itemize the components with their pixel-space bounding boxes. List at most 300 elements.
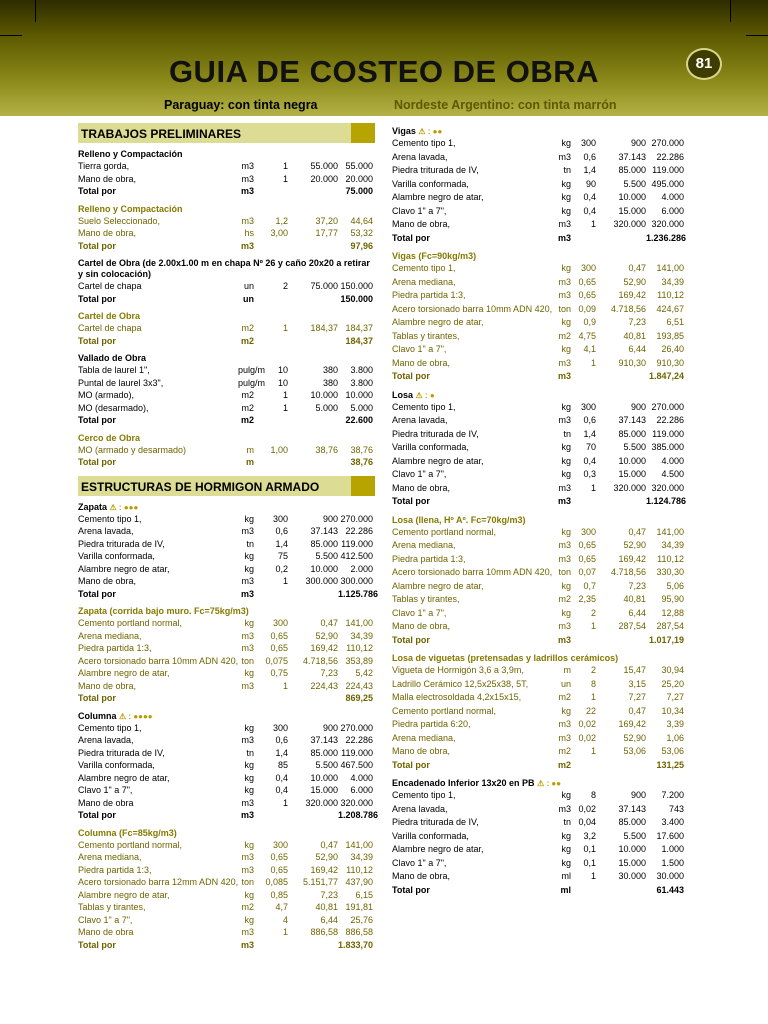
total-item-desc: Total por [78,186,116,196]
item-total: 1,06 [666,732,684,743]
item-total: 910,30 [656,357,684,368]
item-unit: m3 [241,215,254,226]
table-row [392,789,692,803]
item-desc: Alambre negro de atar, [78,668,170,678]
total-item-total: 75.000 [345,186,373,196]
total-row [392,759,692,773]
total-row [392,232,692,246]
total-item-unit: m3 [557,496,571,506]
difficulty-icon: ⚠ : ●●●● [119,711,153,721]
total-item-unit: m3 [240,186,254,196]
item-price: 5.500 [623,830,646,841]
total-item-total: 1.124.786 [646,496,687,506]
item-desc: Arena lavada, [392,151,448,162]
total-item-qty [571,884,596,898]
total-item-price [596,634,646,648]
table-row [392,151,692,165]
section-accent-square [351,123,375,143]
table-row [392,414,692,428]
item-total: 7,27 [666,692,684,702]
item-price: 224,43 [310,680,338,691]
total-item-qty [254,588,288,601]
item-unit: tn [563,165,571,175]
item-price: 52,90 [315,630,338,641]
item-price: 15.000 [618,469,646,479]
total-item-price [288,185,338,198]
item-price: 52,90 [623,276,646,287]
item-qty: 0,02 [578,719,596,729]
item-unit: m3 [558,219,571,229]
total-item-total: 1.017,19 [648,634,684,645]
total-item-price [596,884,646,898]
item-qty: 4,7 [275,902,288,912]
item-unit: m2 [241,323,254,333]
crop-mark [0,35,22,36]
item-desc: Mano de obra, [392,357,451,368]
total-row [78,692,375,705]
item-price: 169,42 [310,864,338,875]
item-price: 10.000 [618,844,646,854]
item-price: 4.718,56 [610,567,646,577]
item-desc: Piedra partida 6:20, [392,719,471,729]
total-item-qty [571,232,596,246]
total-row [392,884,692,898]
table-row [78,173,375,186]
item-desc: Mano de obra, [392,482,451,493]
item-price: 20.000 [310,173,338,184]
total-item-unit: m3 [240,240,254,251]
item-total: 4.000 [350,772,373,783]
item-desc: Mano de obra, [78,173,137,184]
item-total: 30.000 [656,871,684,881]
item-desc: Malla electrosoldada 4,2x15x15, [392,692,522,702]
item-unit: un [560,678,571,689]
item-unit: m [563,665,571,675]
group-title-text: Losa de viguetas (pretensadas y ladrillos cerámicos) [392,653,619,663]
table-row [392,482,692,496]
group-title [78,149,375,160]
total-item-total: 1.847,24 [648,371,684,381]
item-qty: 1 [590,871,596,881]
item-unit: m3 [241,643,254,653]
item-price: 7,23 [320,668,338,678]
total-item-unit: m2 [240,415,254,425]
spacer [78,469,375,473]
item-desc: Tablas y tirantes, [392,594,460,604]
item-desc: Tierra gorda, [78,161,130,171]
item-total: 38,76 [350,444,373,455]
total-item-price [288,456,338,469]
item-total: 110,12 [346,864,373,875]
item-desc: Cemento portland normal, [78,839,183,850]
group-title-text: Zapata (corrida bajo muro. Fc=75kg/m3) [78,606,249,616]
item-total: 320.000 [651,482,684,493]
item-total: 5,42 [355,668,373,678]
table-row [392,678,692,692]
table-row [78,364,375,377]
item-total: 886,58 [345,927,373,937]
table-row [392,164,692,178]
total-item-price [288,293,338,306]
item-desc: Varilla conformada, [78,760,155,770]
item-total: 5.000 [350,402,373,413]
item-total: 12,88 [661,607,684,618]
table-row [392,526,692,540]
item-desc: Piedra partida 1:3, [78,643,152,653]
item-unit: tn [246,538,254,549]
total-item-price [288,335,338,348]
item-qty: 300 [580,526,596,537]
group-title-text: Vigas (Fc=90kg/m3) [392,251,477,261]
item-total: 3.400 [661,817,684,827]
total-item-desc: Total por [78,335,116,346]
item-total: 44,64 [350,215,373,226]
item-price: 900 [630,138,646,148]
item-desc: Varilla conformada, [392,178,469,189]
item-unit: kg [561,705,571,716]
table-row [392,289,692,303]
item-price: 4.718,56 [610,303,646,314]
item-unit: m3 [241,173,254,184]
table-row [78,722,375,735]
total-item-total: 38,76 [350,457,373,467]
table-row [392,816,692,830]
item-desc: Clavo 1" a 7", [78,914,133,925]
item-qty: 2 [590,607,596,618]
item-unit: ton [241,655,254,666]
section-title: ESTRUCTURAS DE HORMIGON ARMADO [81,479,320,494]
total-item-total: 1.125.786 [338,588,379,599]
item-price: 5.151,77 [302,877,338,887]
item-total: 437,90 [345,877,373,887]
table-row [78,784,375,797]
item-unit: m3 [241,630,254,641]
total-row [392,495,692,509]
item-total: 320.000 [340,797,373,808]
group-title-text: Columna (Fc=85kg/m3) [78,827,177,838]
item-price: 40,81 [623,594,646,604]
item-price: 0,47 [320,839,338,850]
item-total: 353,89 [345,655,373,666]
group-title-text: Vigas [392,126,416,136]
item-qty: 3,00 [270,228,288,238]
item-desc: MO (desarmado), [78,402,149,413]
total-item-total: 22.600 [345,415,373,425]
item-total: 3.800 [350,365,373,375]
left-subtitle: Paraguay: con tinta negra [164,98,318,112]
total-item-price [288,692,338,705]
item-desc: Mano de obra, [392,871,451,881]
item-qty: 3,2 [583,830,596,841]
item-qty: 1 [282,161,288,171]
item-qty: 2 [282,281,288,291]
item-qty: 0,65 [270,852,288,862]
item-qty: 4,1 [583,344,596,354]
item-qty: 10 [277,365,288,375]
group-title [78,258,375,280]
item-price: 55.000 [310,161,338,171]
cost-group [392,390,692,509]
item-price: 0,47 [628,263,646,273]
item-qty: 0,4 [583,455,596,466]
item-desc: Clavo 1" a 7", [78,785,133,795]
table-row [392,607,692,621]
item-price: 15.000 [618,857,646,868]
item-price: 5.000 [315,402,338,413]
item-qty: 1,00 [270,444,288,455]
item-price: 37,20 [315,215,338,226]
item-total: 193,85 [656,330,684,341]
item-price: 900 [322,722,338,733]
table-row [392,357,692,371]
table-row [392,705,692,719]
item-qty: 1,4 [583,165,596,175]
table-row [78,680,375,693]
item-desc: Cemento tipo 1, [392,138,456,148]
total-item-desc: Total por [78,588,116,599]
total-row [78,335,375,348]
item-price: 6,44 [628,344,646,354]
item-desc: Cemento portland normal, [392,705,497,716]
total-item-unit: m3 [240,810,254,820]
table-row [78,747,375,760]
group-title-text: Encadenado Inferior 13x20 en PB [392,778,535,788]
item-unit: hs [244,228,254,238]
item-qty: 0,85 [270,889,288,900]
item-qty: 2 [590,665,596,675]
item-desc: Alambre negro de atar, [392,844,484,854]
item-desc: Arena lavada, [392,803,448,814]
table-row [78,851,375,864]
item-desc: Acero torsionado barra 10mm ADN 420, [392,303,553,314]
table-row [78,759,375,772]
cost-group [392,126,692,245]
total-item-total: 1.208.786 [338,810,379,820]
item-desc: Arena mediana, [392,540,456,550]
item-qty: 4 [282,914,288,925]
table-row [392,276,692,290]
table-row [78,550,375,563]
table-row [78,667,375,680]
item-unit: kg [561,526,571,537]
left-column [78,120,379,955]
item-desc: MO (armado y desarmado) [78,444,187,455]
item-unit: m3 [241,680,254,691]
group-title [78,204,375,215]
table-row [78,402,375,415]
item-total: 20.000 [345,173,373,184]
item-unit: m3 [558,151,571,162]
group-title [78,828,375,839]
item-unit: kg [244,760,254,770]
item-total: 7.200 [661,790,684,800]
item-price: 900 [630,790,646,800]
item-unit: kg [244,722,254,733]
item-unit: kg [561,607,571,618]
item-unit: kg [561,442,571,452]
item-price: 53,06 [623,746,646,756]
item-price: 85.000 [310,538,338,549]
item-total: 320.000 [651,219,684,229]
item-qty: 1,4 [583,428,596,439]
total-item-unit: m [245,457,254,467]
table-row [78,575,375,588]
item-qty: 0,9 [583,317,596,327]
total-item-desc: Total por [392,884,430,895]
item-qty: 1 [282,173,288,184]
item-desc: Varilla conformada, [78,551,155,561]
item-total: 1.000 [661,844,684,854]
cost-group [392,515,692,648]
total-item-qty [254,240,288,253]
item-desc: Clavo 1" a 7", [392,205,447,216]
item-qty: 90 [585,178,596,189]
total-item-price [596,759,646,773]
table-row [392,664,692,678]
item-price: 40,81 [315,902,338,912]
section-header [78,123,375,143]
table-row [392,316,692,330]
item-unit: kg [244,785,254,795]
item-total: 150.000 [340,281,373,291]
page-number-badge: 81 [686,48,722,80]
item-total: 6,51 [666,317,684,327]
total-item-total: 869,25 [345,693,373,703]
item-price: 17,77 [315,228,338,238]
item-desc: Arena lavada, [78,526,134,536]
group-title [78,311,375,322]
cost-group [392,778,692,897]
item-total: 110,12 [657,290,684,300]
group-title [392,126,692,137]
cost-group [78,204,375,253]
total-item-desc: Total por [78,240,116,251]
item-unit: m3 [558,276,571,287]
total-item-unit: m3 [557,232,571,243]
item-price: 7,27 [628,692,646,702]
table-row [392,205,692,219]
item-qty: 0,65 [578,553,596,564]
table-row [78,876,375,889]
table-row [392,566,692,580]
item-total: 119.000 [652,165,684,175]
item-desc: Alambre negro de atar, [392,192,484,202]
item-price: 30.000 [618,871,646,881]
table-row [392,870,692,884]
item-total: 270.000 [651,401,684,412]
item-price: 5.500 [315,760,338,770]
item-price: 10.000 [310,390,338,400]
item-desc: Arena mediana, [392,276,456,287]
item-qty: 1 [590,692,596,702]
item-total: 53,06 [661,746,684,756]
cost-group [78,353,375,427]
item-unit: kg [561,263,571,273]
item-total: 224,43 [345,680,373,691]
item-desc: Arena lavada, [392,415,448,425]
item-desc: Acero torsionado barra 10mm ADN 420, [392,567,553,577]
table-row [78,227,375,240]
total-item-qty [254,692,288,705]
table-row [78,617,375,630]
table-row [392,178,692,192]
item-total: 495.000 [651,178,684,189]
item-desc: Cartel de chapa [78,281,142,291]
item-price: 75.000 [310,281,338,291]
item-price: 169,42 [618,290,646,300]
item-desc: Varilla conformada, [392,830,469,841]
item-total: 6.000 [661,205,684,216]
item-unit: m3 [241,797,254,808]
item-qty: 0,65 [578,540,596,550]
item-qty: 1,4 [275,538,288,549]
item-desc: Tablas y tirantes, [78,902,146,912]
item-desc: Piedra triturada de IV, [392,817,479,827]
table-row [78,160,375,173]
total-item-qty [254,456,288,469]
item-total: 119.000 [652,428,684,439]
total-item-total: 150.000 [340,293,373,304]
item-desc: Cartel de chapa [78,323,142,333]
item-desc: Mano de obra [78,797,134,808]
item-total: 119.000 [341,747,373,758]
total-item-unit: m2 [240,335,254,346]
total-row [78,293,375,306]
item-desc: Vigueta de Hormigón 3,6 a 3,9m, [392,665,524,675]
item-desc: Piedra triturada de IV, [392,165,479,175]
item-qty: 0,085 [265,877,288,887]
item-unit: kg [561,205,571,216]
table-row [78,772,375,785]
group-title-text: Vallado de Obra [78,353,147,363]
item-qty: 0,6 [275,526,288,536]
item-qty: 0,2 [275,563,288,574]
table-row [392,428,692,442]
crop-mark [35,0,36,22]
table-row [392,455,692,469]
group-title-text: Cerco de Obra [78,432,141,443]
right-subtitle: Nordeste Argentino: con tinta marrón [394,98,617,112]
table-row [392,191,692,205]
total-item-desc: Total por [392,496,430,506]
total-item-total: 97,96 [350,240,373,251]
item-unit: m3 [241,735,254,745]
table-row [78,864,375,877]
item-desc: Piedra partida 1:3, [392,290,466,300]
group-title-text: Cartel de Obra [78,311,141,321]
table-row [78,280,375,293]
item-desc: Cemento portland normal, [78,618,183,628]
item-price: 900 [322,513,338,524]
table-row [392,343,692,357]
item-unit: m [246,444,254,455]
item-unit: kg [561,344,571,354]
item-desc: Puntal de laurel 3x3", [78,377,164,388]
table-row [78,630,375,643]
total-row [78,185,375,198]
item-qty: 1,2 [275,215,288,226]
group-title [392,653,692,664]
item-price: 37.143 [618,415,646,425]
cost-group [78,258,375,305]
total-row [78,809,379,822]
item-total: 467.500 [340,760,373,770]
table-row [78,563,375,576]
total-row [78,588,379,601]
item-unit: m2 [241,902,254,912]
item-total: 141,00 [345,839,373,850]
table-row [78,389,375,402]
